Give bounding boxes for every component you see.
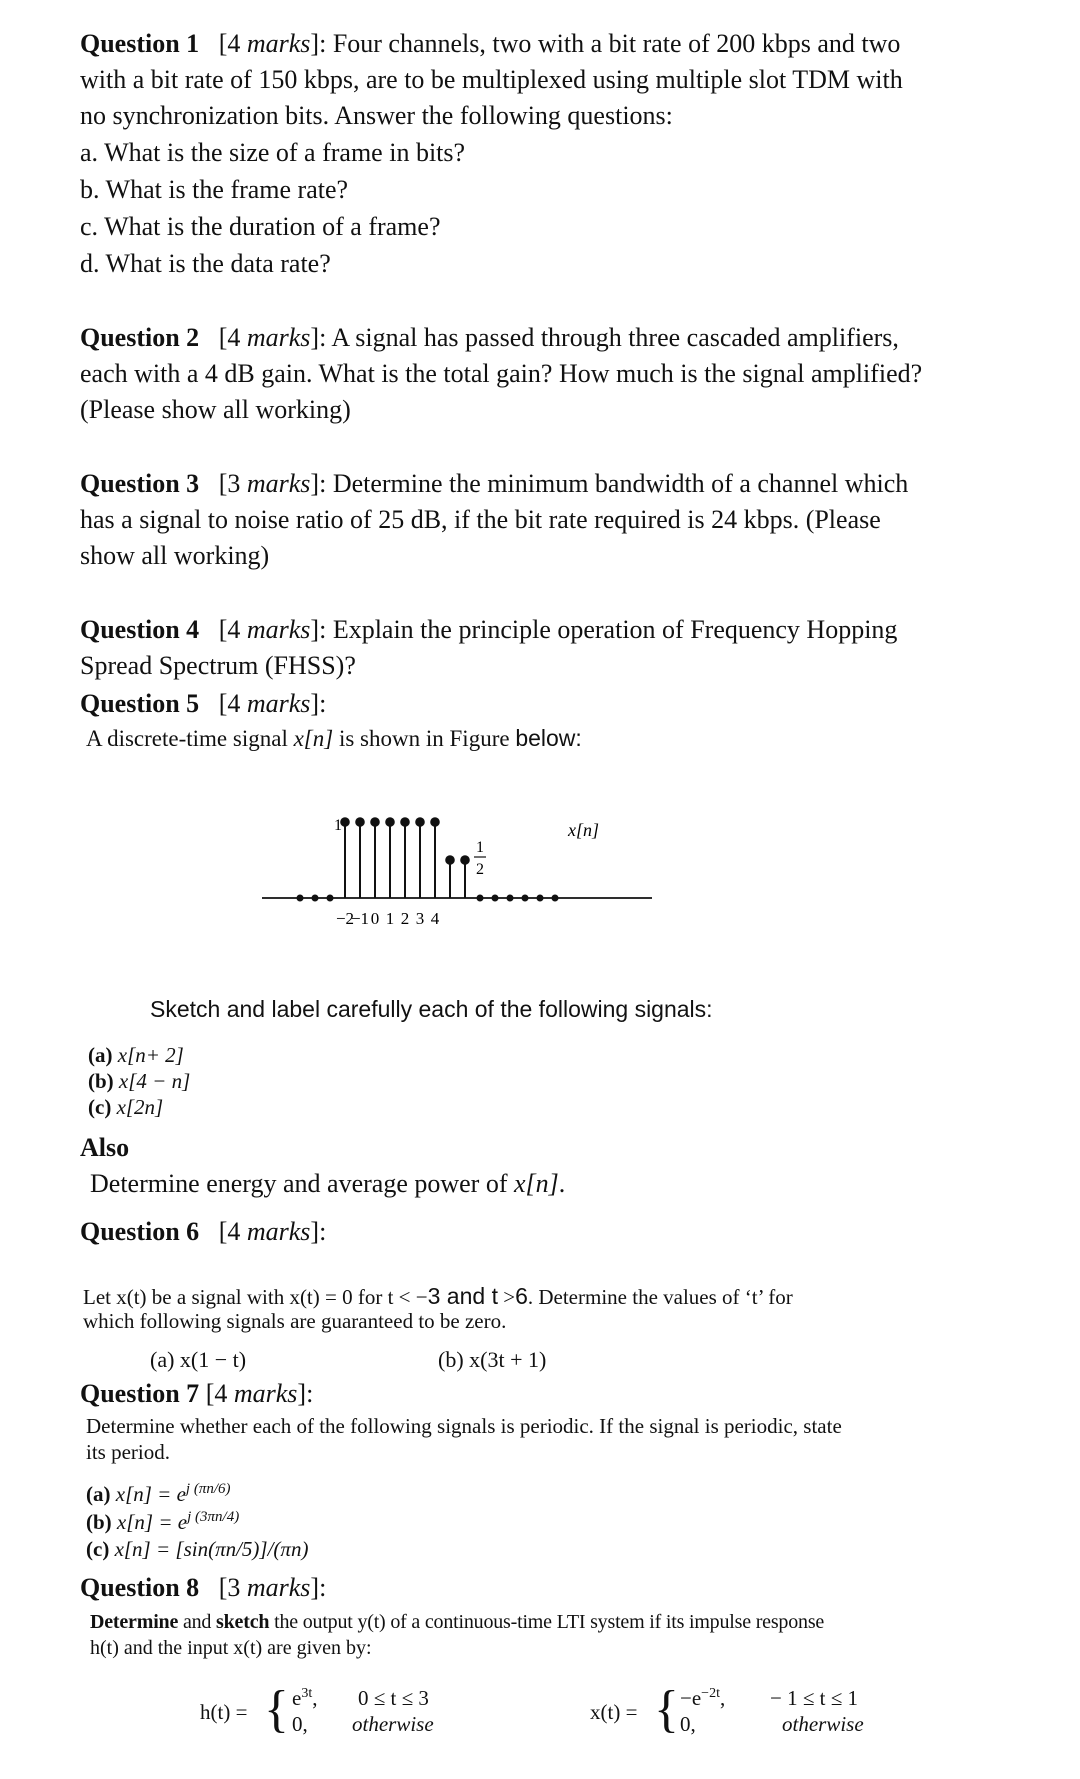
stem-tip <box>446 856 454 864</box>
sample-zero <box>552 895 559 902</box>
sample-zero <box>522 895 529 902</box>
sample-zero <box>297 895 304 902</box>
q1-text-3: no synchronization bits. Answer the following questions: <box>80 101 673 130</box>
h-brace: { <box>264 1681 289 1738</box>
x-brace: { <box>654 1681 679 1738</box>
sample-zero <box>507 895 514 902</box>
q1-part-a: a. What is the size of a frame in bits? <box>80 138 466 167</box>
q3-text-1: Determine the minimum bandwidth of a channel which <box>332 469 909 498</box>
q4-title: Question 4 <box>80 615 200 644</box>
half-samples <box>446 856 469 898</box>
q2-line1 <box>80 320 899 356</box>
zero-samples-left <box>297 895 334 902</box>
q4-line1 <box>80 612 897 648</box>
q8-text-1: Determine and sketch the output y(t) of a continuous-time LTI system if its impulse response <box>90 1611 825 1633</box>
x-lhs: x(t) = <box>590 1700 638 1724</box>
q1-line1 <box>80 26 900 62</box>
half-denominator: 2 <box>476 861 484 878</box>
h-condition-2: otherwise <box>352 1712 434 1736</box>
q8-heading <box>80 1570 326 1606</box>
q7-part-c: (c) x[n] = [sin(πn/5)]/(πn) <box>86 1537 309 1561</box>
q1-part-b: b. What is the frame rate? <box>80 175 349 204</box>
q6-text-2: which following signals are guaranteed to be zero. <box>83 1309 507 1333</box>
q5-item-c: (c) x[2n] <box>88 1095 164 1119</box>
q3-title: Question 3 <box>80 469 200 498</box>
q4-text-2: Spread Spectrum (FHSS)? <box>80 651 356 680</box>
sample-zero <box>327 895 334 902</box>
q5-energy-prompt: Determine energy and average power of x[n]. <box>90 1169 566 1198</box>
q5-item-b: (b) x[4 − n] <box>88 1069 191 1093</box>
sample-zero <box>492 895 499 902</box>
q1-part-c: c. What is the duration of a frame? <box>80 212 441 241</box>
q3-text-3: show all working) <box>80 541 270 570</box>
stem-tip <box>431 818 439 826</box>
signal-stem-plot <box>250 800 670 940</box>
q3-line1 <box>80 466 908 502</box>
tick-label: 3 <box>415 909 425 928</box>
q7-text-1: Determine whether each of the following signals is periodic. If the signal is periodic, state <box>86 1414 842 1438</box>
stem-tip <box>341 818 349 826</box>
x-condition-2: otherwise <box>782 1712 864 1736</box>
x-case-1: $-e^{-2t}$, <box>680 1686 726 1710</box>
q6-part-b: (b) x(3t + 1) <box>438 1347 547 1372</box>
q2-text-1: A signal has passed through three cascaded amplifiers, <box>331 323 899 352</box>
h-case-2: 0, <box>292 1712 308 1736</box>
q2-text-3: (Please show all working) <box>80 395 351 424</box>
q5-marks: [4 marks]: <box>218 689 327 718</box>
stem-tip <box>401 818 409 826</box>
stem-tip <box>371 818 379 826</box>
tick-label: 4 <box>430 909 440 928</box>
q6-marks: [4 marks]: <box>218 1217 327 1246</box>
q8-text-2: h(t) and the input x(t) are given by: <box>90 1637 372 1659</box>
q5-item-a: (a) x[n+ 2] <box>88 1043 184 1067</box>
q5-intro: A discrete-time signal x[n] is shown in Figure below: <box>86 725 582 751</box>
tick-label: 2 <box>400 909 410 928</box>
q1-part-d: d. What is the data rate? <box>80 249 331 278</box>
tick-label: −2 <box>335 909 355 928</box>
q1-marks: [4 marks]: <box>218 29 327 58</box>
q3-text-2: has a signal to noise ratio of 25 dB, if the bit rate required is 24 kbps. (Please <box>80 505 881 534</box>
h-lhs: h(t) = <box>200 1700 248 1724</box>
q7-marks: [4 marks]: <box>205 1379 314 1408</box>
q2-marks: [4 marks]: <box>218 323 327 352</box>
q2-text-2: each with a 4 dB gain. What is the total gain? How much is the signal amplified? <box>80 359 923 388</box>
q1-title: Question 1 <box>80 29 200 58</box>
q6-title: Question 6 <box>80 1217 200 1246</box>
q4-text-1: Explain the principle operation of Frequency Hopping <box>332 615 898 644</box>
q5-title: Question 5 <box>80 689 200 718</box>
unit-samples <box>341 818 439 898</box>
x-case-2: 0, <box>680 1712 696 1736</box>
q5-sketch-instruction: Sketch and label carefully each of the following signals: <box>150 996 713 1022</box>
q6-text-1: Let x(t) be a signal with x(t) = 0 for t < −3 and t >6. Determine the values of ‘t’ for <box>83 1283 793 1309</box>
value-label-one: 1 <box>334 817 342 834</box>
tick-label: 1 <box>385 909 395 928</box>
h-case-1: $e^{3t}$, <box>292 1686 318 1710</box>
n-tick-labels <box>336 909 440 928</box>
stem-tip <box>356 818 364 826</box>
q6-heading <box>80 1214 326 1250</box>
q7-part-a: (a) $x[n] = e^{j (\pi n/6)}$ <box>86 1481 231 1506</box>
q2-title: Question 2 <box>80 323 200 352</box>
stem-tip <box>416 818 424 826</box>
tick-label: −1 <box>350 909 370 928</box>
signal-label: x[n] <box>568 820 599 840</box>
q1-text-2: with a bit rate of 150 kbps, are to be multiplexed using multiple slot TDM with <box>80 65 903 94</box>
sample-zero <box>312 895 319 902</box>
q8-title: Question 8 <box>80 1573 200 1602</box>
q6-part-a: (a) x(1 − t) <box>150 1347 247 1372</box>
q7-title: Question 7 <box>80 1379 200 1408</box>
x-condition-1: − 1 ≤ t ≤ 1 <box>770 1686 858 1710</box>
q1-text-1: Four channels, two with a bit rate of 200 kbps and two <box>332 29 901 58</box>
half-numerator: 1 <box>476 839 484 856</box>
sample-zero <box>477 895 484 902</box>
stem-tip <box>461 856 469 864</box>
tick-label: 0 <box>370 909 380 928</box>
stem-tip <box>386 818 394 826</box>
q5-also: Also <box>80 1133 130 1162</box>
q7-text-2: its period. <box>86 1440 170 1464</box>
h-condition-1: 0 ≤ t ≤ 3 <box>358 1686 429 1710</box>
q7-part-b: (b) $x[n] = e^{j (3\pi n/4)}$ <box>86 1509 240 1534</box>
q8-marks: [3 marks]: <box>218 1573 327 1602</box>
q3-marks: [3 marks]: <box>218 469 327 498</box>
q5-heading <box>80 686 326 722</box>
q7-heading <box>80 1376 313 1412</box>
sample-zero <box>537 895 544 902</box>
q4-marks: [4 marks]: <box>218 615 327 644</box>
